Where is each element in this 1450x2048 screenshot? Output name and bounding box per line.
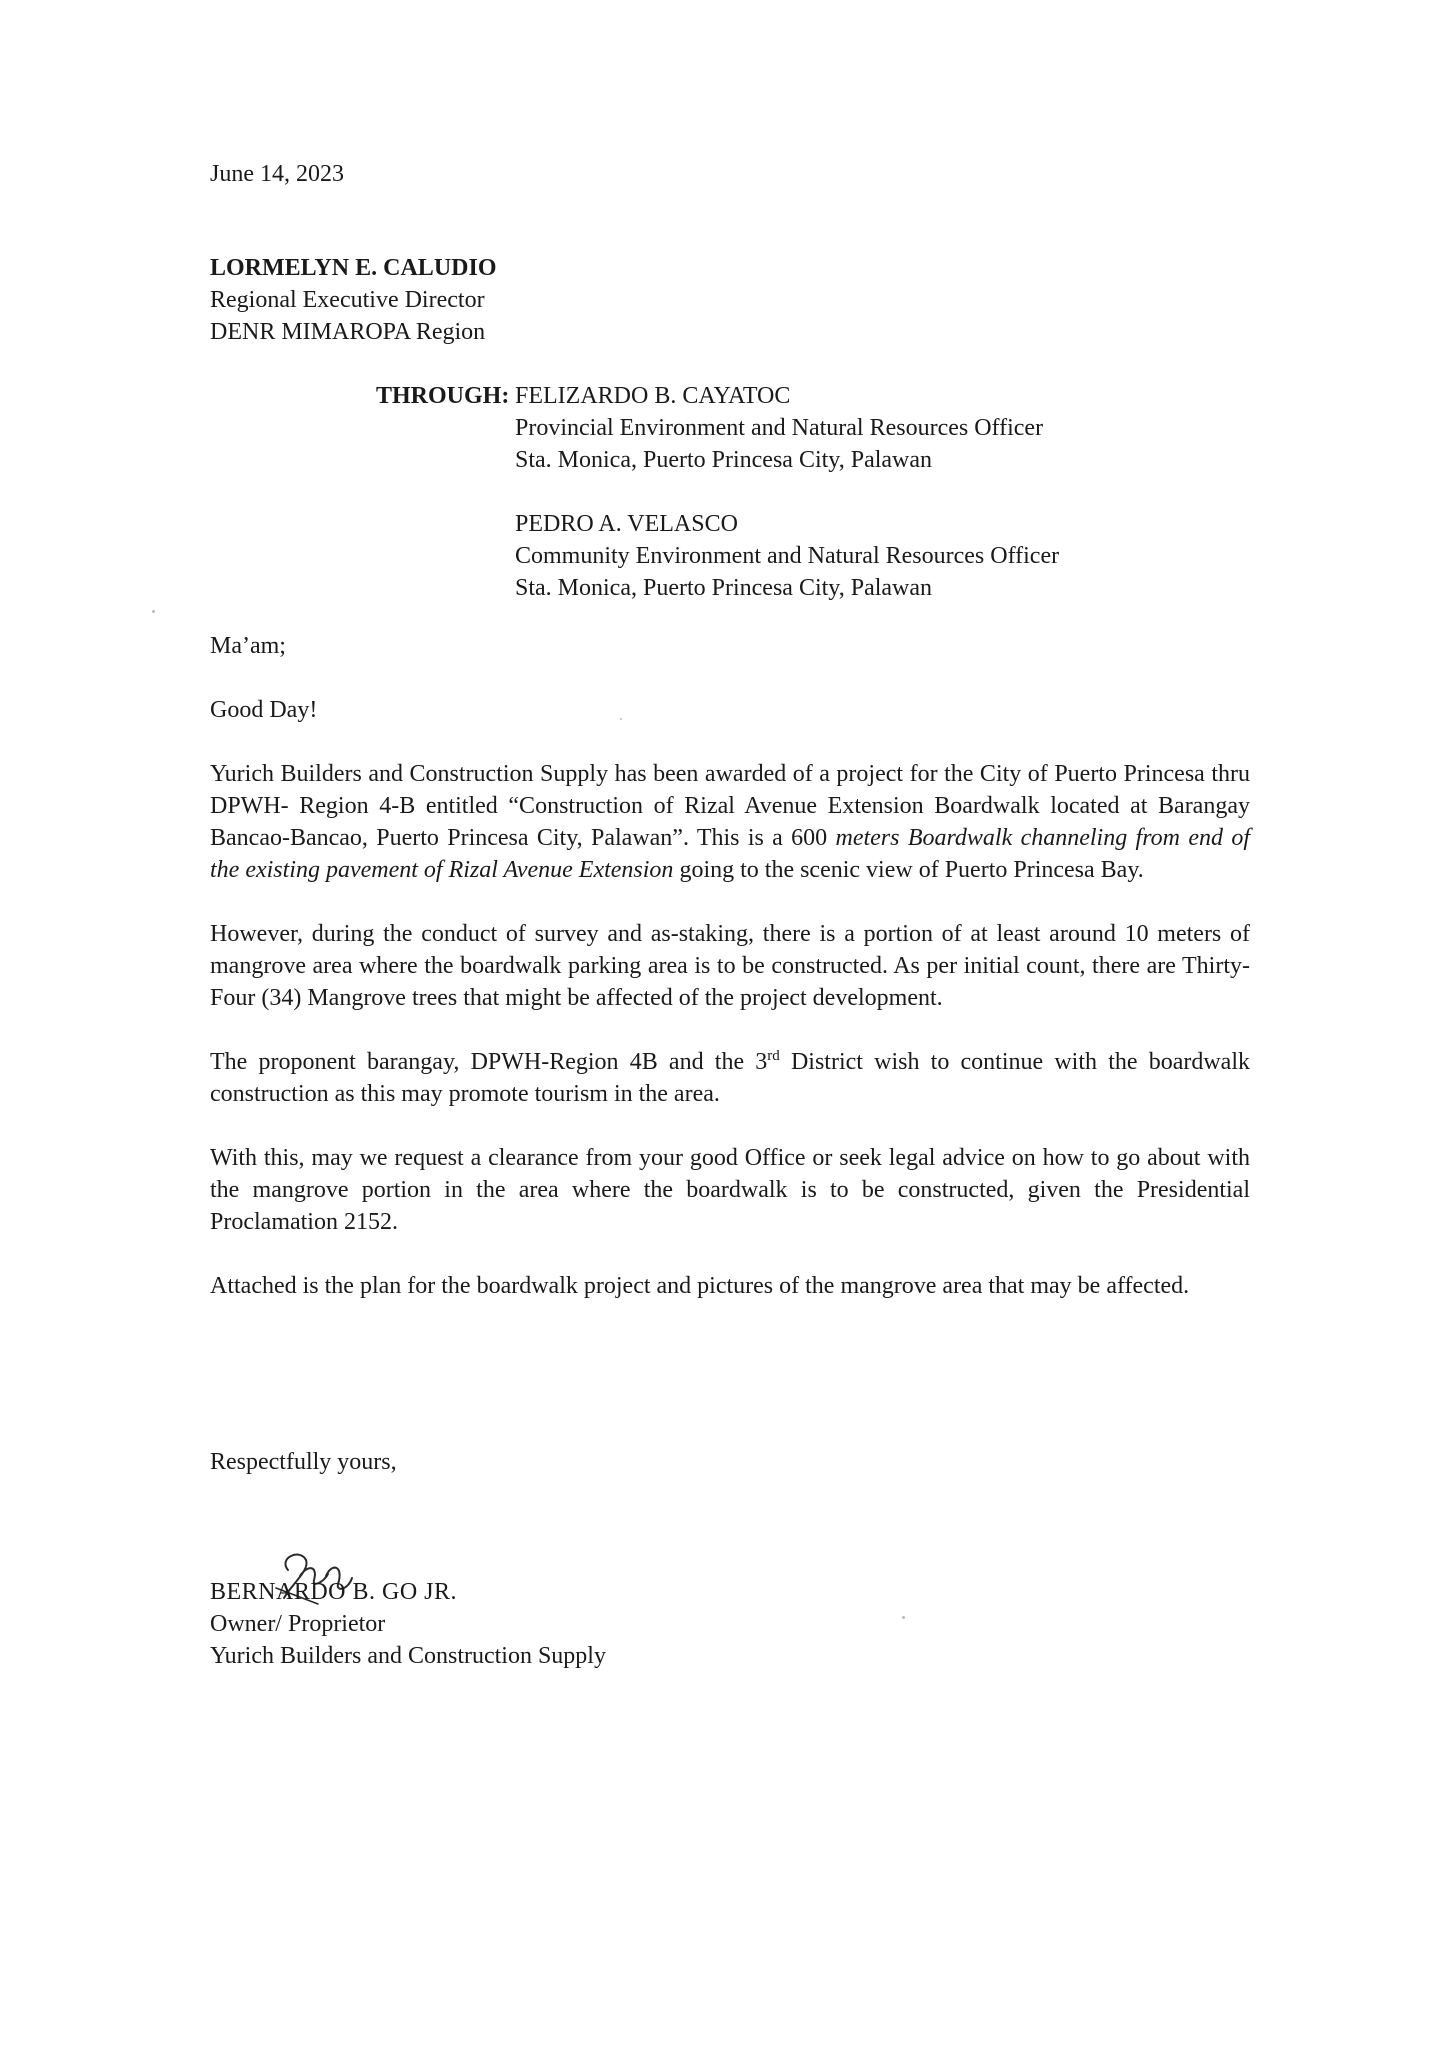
- closing: Respectfully yours,: [210, 1449, 397, 1475]
- letter-date: June 14, 2023: [210, 161, 344, 187]
- body-paragraph: Attached is the plan for the boardwalk project and pictures of the mangrove area that may be affected.: [210, 1273, 1190, 1299]
- through-officer-address: Sta. Monica, Puerto Princesa City, Palawan: [515, 447, 933, 473]
- greeting: Good Day!: [210, 697, 318, 723]
- body-paragraph: The proponent barangay, DPWH-Region 4B and the 3rd District wish to continue with the boardwalk construction as this may promote tourism in the area.: [210, 1048, 1251, 1107]
- scan-speck: [902, 1616, 905, 1619]
- through-label: THROUGH:: [376, 383, 510, 409]
- through-officer-title: Community Environment and Natural Resources Officer: [515, 543, 1060, 569]
- body-paragraph: With this, may we request a clearance from your good Office or seek legal advice on how to go about with the mangrove portion in the area where the boardwalk is to be constructed, given the Presidential Proclamation 2152.: [210, 1145, 1250, 1235]
- recipient-name: LORMELYN E. CALUDIO: [210, 255, 497, 281]
- signer-company: Yurich Builders and Construction Supply: [210, 1643, 606, 1669]
- body-paragraph: However, during the conduct of survey and as-staking, there is a portion of at least around 10 meters of mangrove area where the boardwalk parking area is to be constructed. As per initial count, there are Thirty-Four (34) Mangrove trees that might be affected of the project development.: [210, 921, 1250, 1011]
- recipient-block: [210, 252, 497, 348]
- through-block: [376, 380, 1276, 604]
- through-officer-name: PEDRO A. VELASCO: [515, 511, 738, 537]
- scan-speck: [620, 718, 622, 720]
- signer-name: BERNARDO B. GO JR.: [210, 1579, 458, 1605]
- letter-body: [210, 758, 1250, 1334]
- signer-block: [210, 1576, 606, 1672]
- through-officer-address: Sta. Monica, Puerto Princesa City, Palawan: [515, 575, 933, 601]
- salutation: Ma’am;: [210, 633, 286, 659]
- through-officer-name: FELIZARDO B. CAYATOC: [515, 383, 791, 409]
- scan-speck: [152, 610, 155, 613]
- signer-position: Owner/ Proprietor: [210, 1611, 386, 1637]
- recipient-office: DENR MIMAROPA Region: [210, 319, 486, 345]
- body-paragraph: Yurich Builders and Construction Supply has been awarded of a project for the City of Puerto Princesa thru DPWH- Region 4-B entitled “Construction of Rizal Avenue Extension Boardwalk located at Barangay Bancao-Bancao, Puerto Princesa City, Palawan”. This is a 600 meters Boardwalk channeling from end of the existing pavement of Rizal Avenue Extension going to the scenic view of Puerto Princesa Bay.: [210, 761, 1250, 883]
- through-officer-title: Provincial Environment and Natural Resources Officer: [515, 415, 1044, 441]
- recipient-title: Regional Executive Director: [210, 287, 485, 313]
